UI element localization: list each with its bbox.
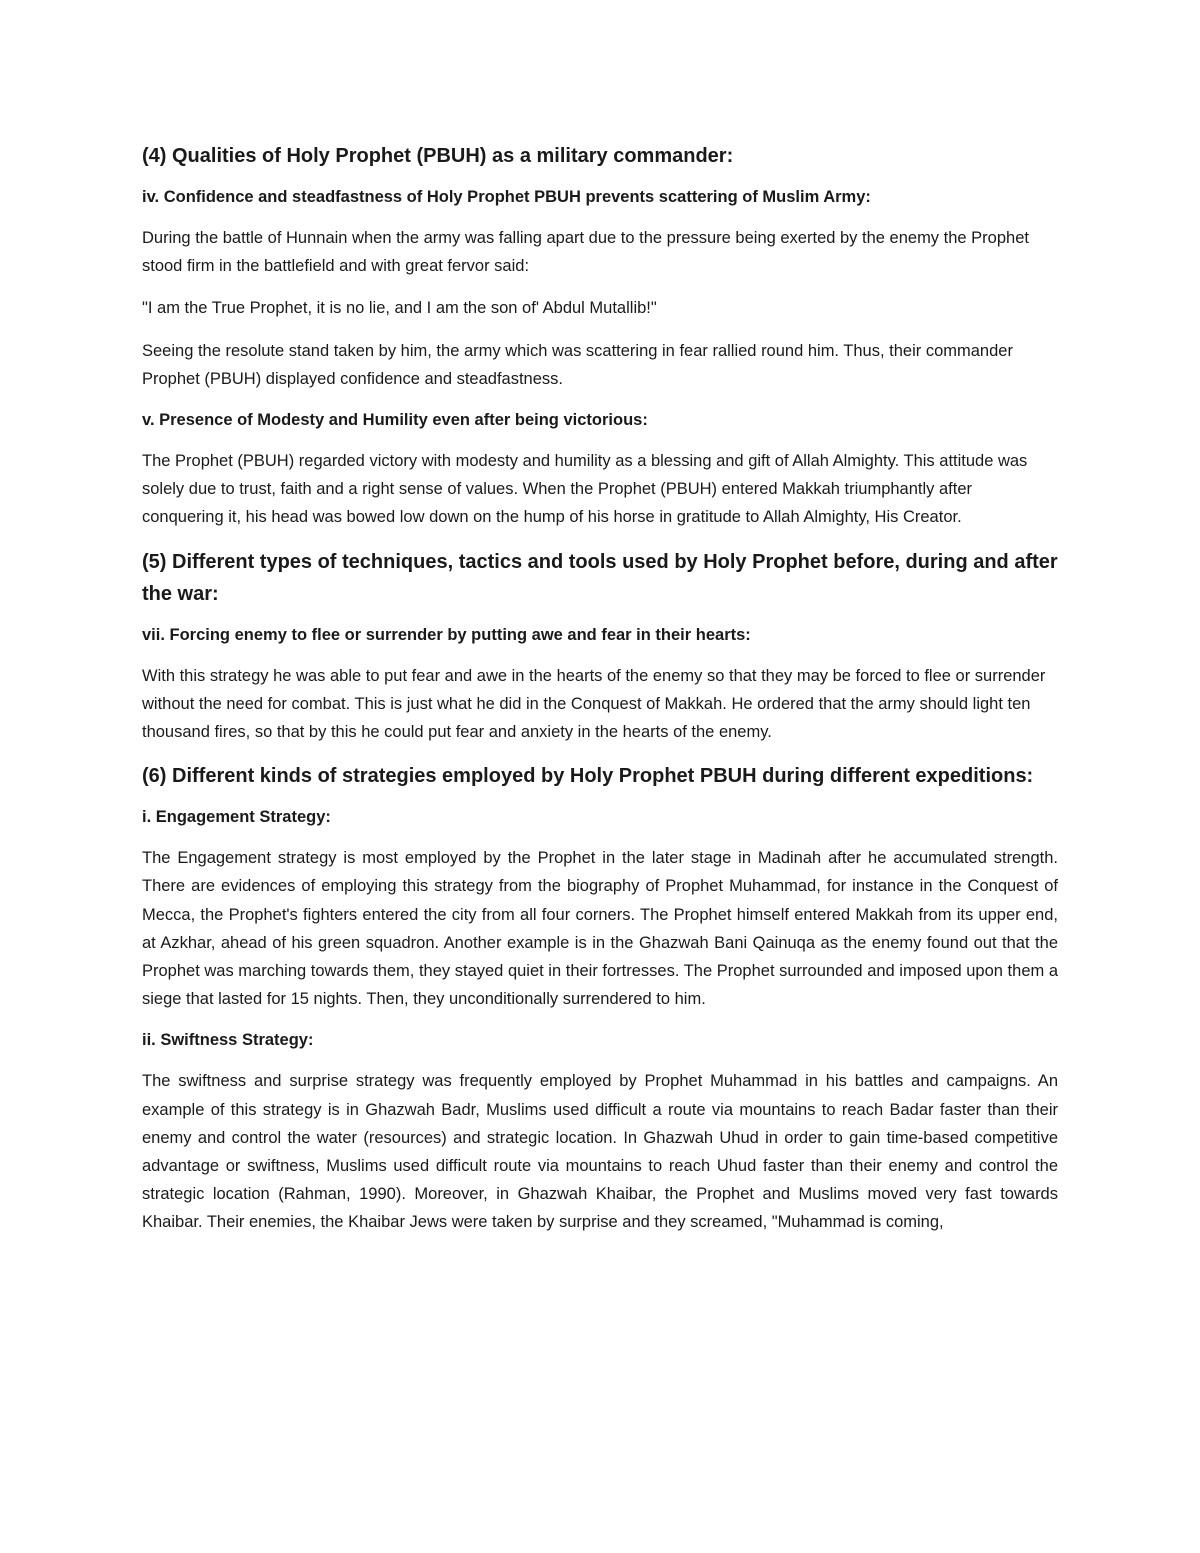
section6-heading: (6) Different kinds of strategies employed by Holy Prophet PBUH during different expeditions: — [142, 765, 1034, 788]
section4-heading: (4) Qualities of Holy Prophet (PBUH) as a military commander: — [142, 145, 734, 167]
section5-vii-paragraph: With this strategy he was able to put fear and awe in the hearts of the enemy so that they may be forced to flee or surrender without the need for combat. This is just what he did in the Conquest of Makkah. He ordered that the army should light ten thousand fires, so that by this he could put fear and anxiety in the hearts of the enemy. — [142, 666, 1046, 742]
section4-iv-heading: iv. Confidence and steadfastness of Holy Prophet PBUH prevents scattering of Muslim Army: — [142, 188, 871, 206]
section6-ii-paragraph: The swiftness and surprise strategy was frequently employed by Prophet Muhammad in his battles and campaigns. An example of this strategy is in Ghazwah Badr, Muslims used difficult a route via mountains to reach Badar faster than their enemy and control the water (resources) and strategic location. In Ghazwah Uhud in order to gain time-based competitive advantage or swiftness, Muslims used difficult route via mountains to reach Uhud faster than their enemy and control the strategic location (Rahman, 1990). Moreover, in Ghazwah Khaibar, the Prophet and Muslims moved very fast towards Khaibar. Their enemies, the Khaibar Jews were taken by surprise and they screamed, "Muhammad is coming, — [142, 1072, 1058, 1232]
section4-iv-quote: "I am the True Prophet, it is no lie, and I am the son of' Abdul Mutallib!" — [142, 299, 657, 318]
section4-v-heading: v. Presence of Modesty and Humility even after being victorious: — [142, 411, 648, 430]
section5-vii-heading: vii. Forcing enemy to flee or surrender by putting awe and fear in their hearts: — [142, 625, 751, 644]
section6-i-heading: i. Engagement Strategy: — [142, 808, 331, 827]
section4-v-paragraph: The Prophet (PBUH) regarded victory with modesty and humility as a blessing and gift of Allah Almighty. This attitude was solely due to trust, faith and a right sense of values. When the Prophet (PBUH) entered Makkah triumphantly after conquering it, his head was bowed low down on the hump of his horse in gratitude to Allah Almighty, His Creator. — [142, 452, 1028, 527]
section4-iv-paragraph-2: Seeing the resolute stand taken by him, the army which was scattering in fear rallied round him. Thus, their commander Prophet (PBUH) displayed confidence and steadfastness. — [142, 341, 1013, 388]
section4-iv-paragraph-1: During the battle of Hunnain when the army was falling apart due to the pressure being exerted by the enemy the Prophet stood firm in the battlefield and with great fervor said: — [142, 229, 1029, 276]
section6-ii-heading: ii. Swiftness Strategy: — [142, 1031, 314, 1050]
section6-i-paragraph: The Engagement strategy is most employed by the Prophet in the later stage in Madinah after he accumulated strength. There are evidences of employing this strategy from the biography of Prophet Muhammad, for instance in the Conquest of Mecca, the Prophet's fighters entered the city from all four corners. The Prophet himself entered Makkah from its upper end, at Azkhar, ahead of his green squadron. Another example is in the Ghazwah Bani Qainuqa as the enemy found out that the Prophet was marching towards them, they stayed quiet in their fortresses. The Prophet surrounded and imposed upon them a siege that lasted for 15 nights. Then, they unconditionally surrendered to him. — [142, 849, 1058, 1009]
section5-heading: (5) Different types of techniques, tactics and tools used by Holy Prophet before, during and after the war: — [142, 550, 1058, 605]
